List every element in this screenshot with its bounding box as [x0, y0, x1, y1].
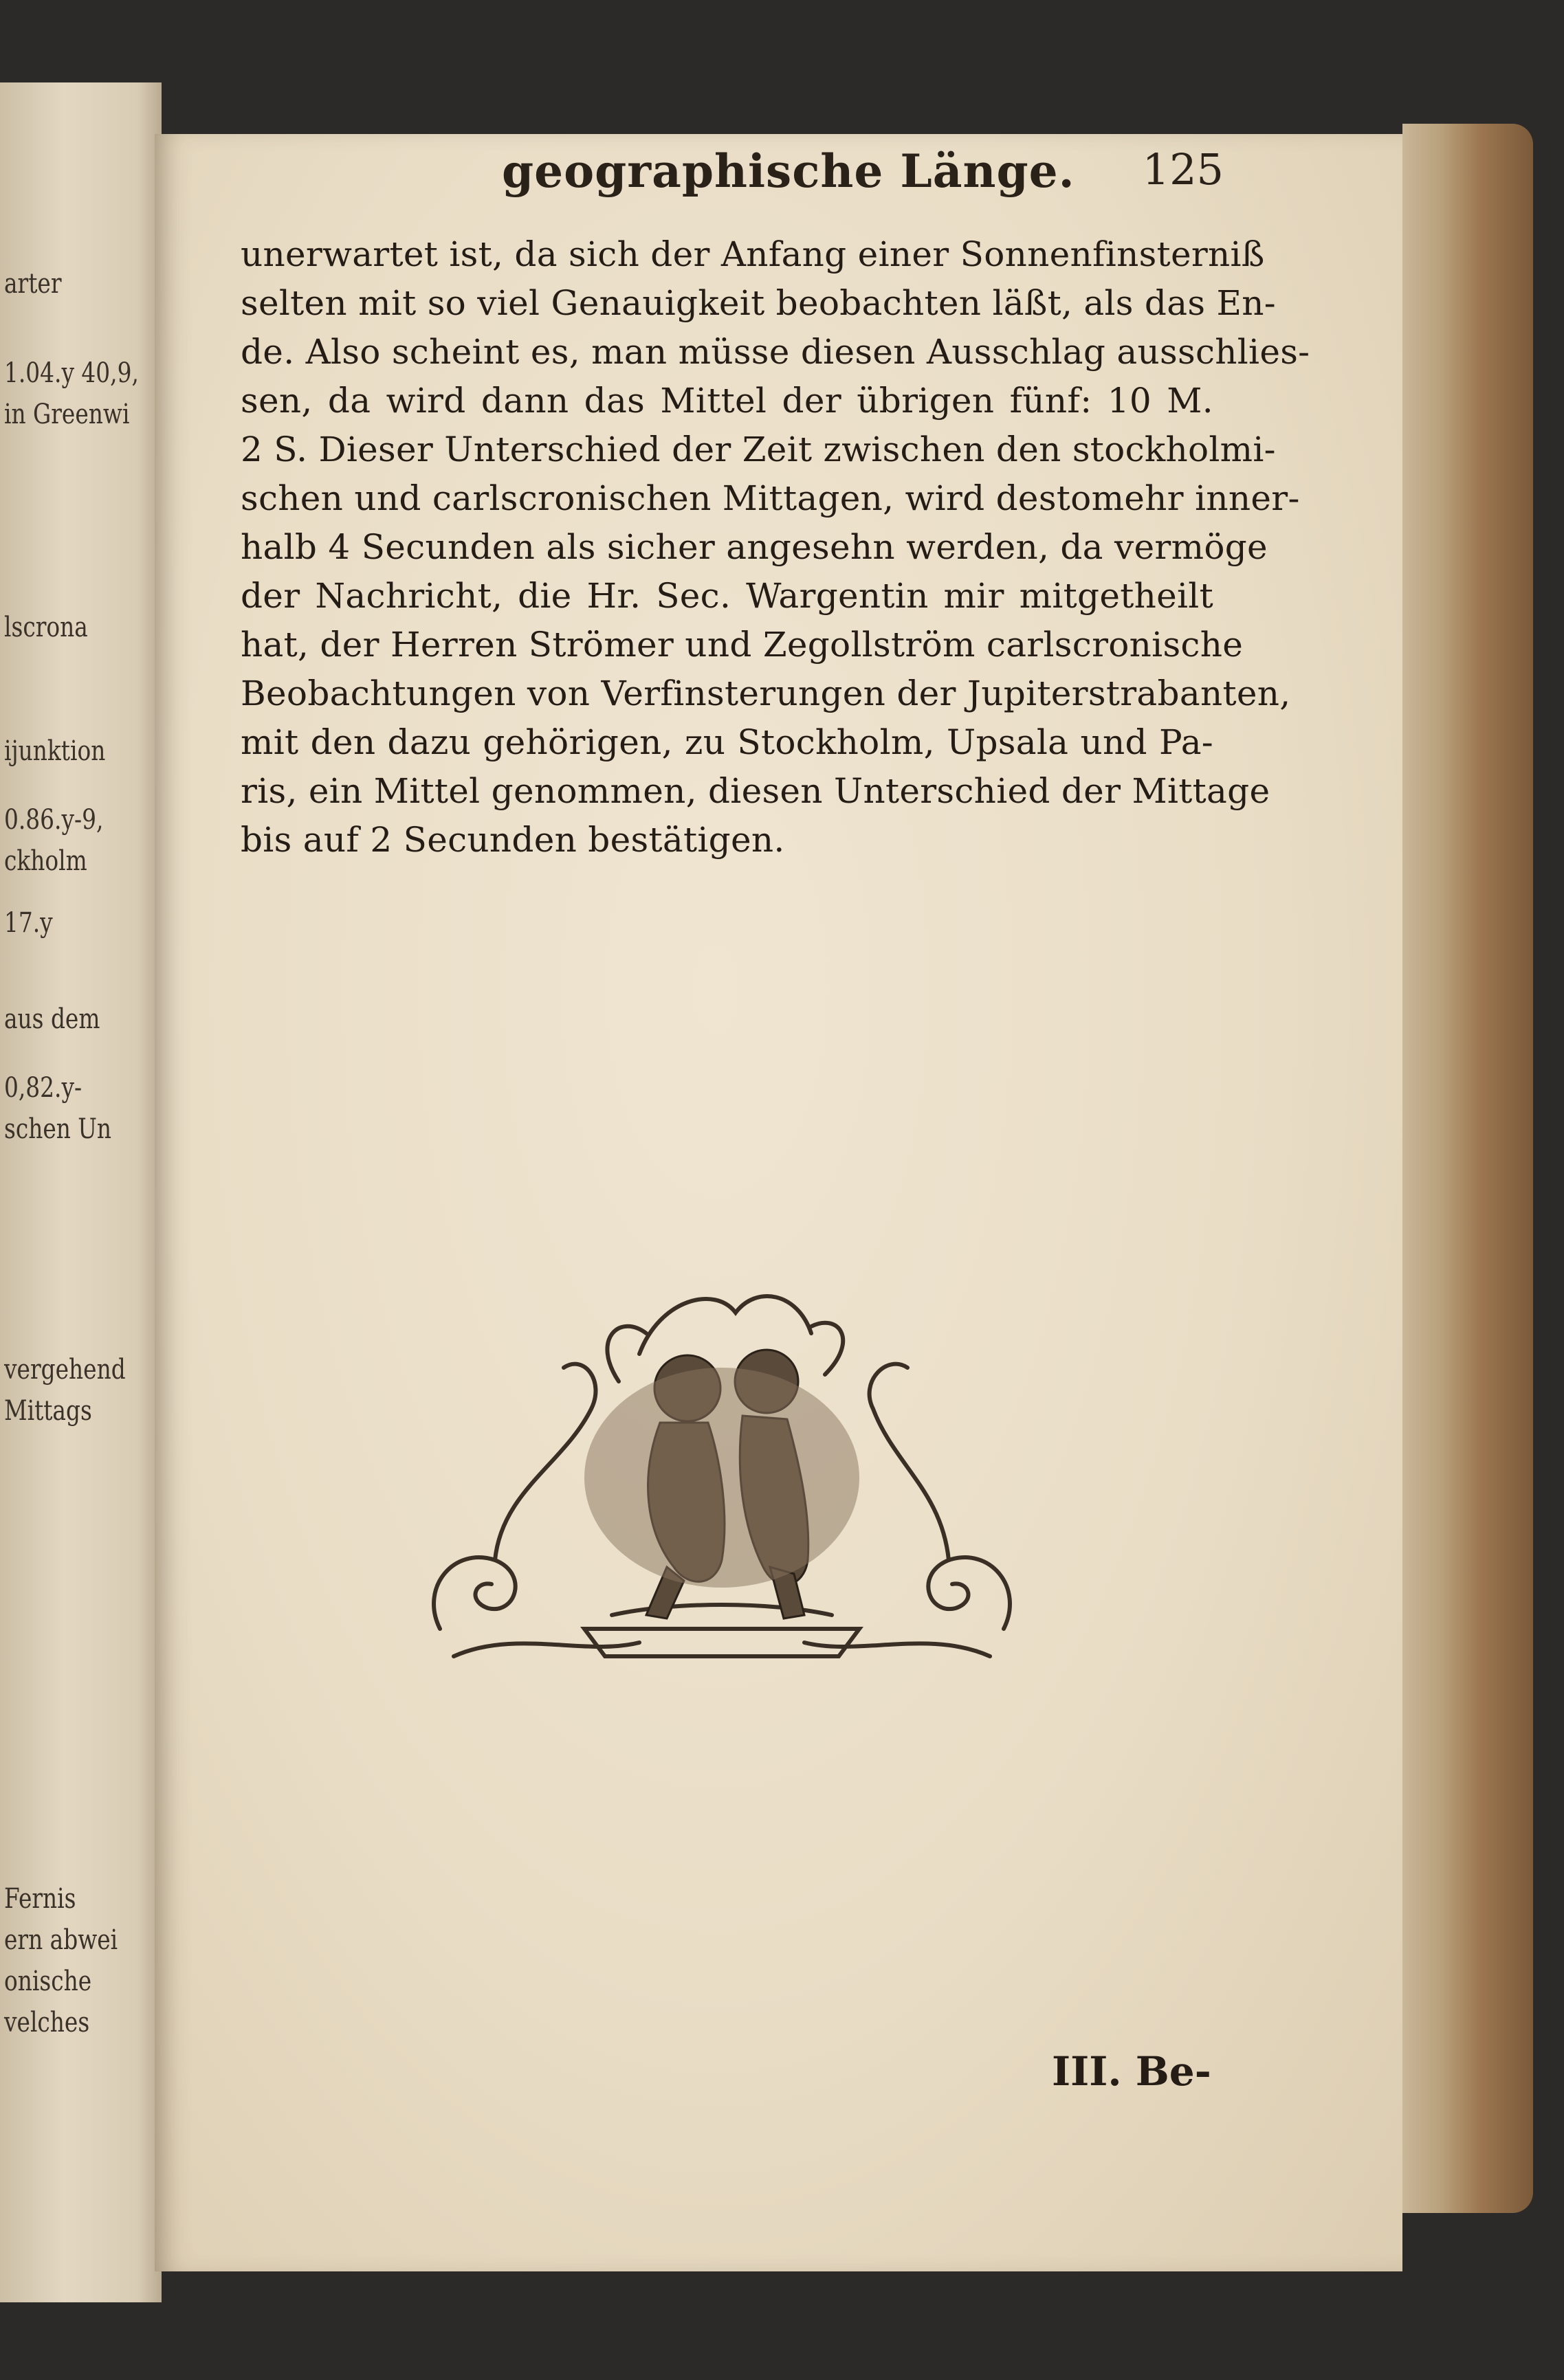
- text-line: Beobachtungen von Verfinsterungen der Jupiterstrabanten,: [241, 674, 1291, 713]
- running-head: [344, 144, 1224, 213]
- facing-page-fragment: schen Un: [4, 1113, 112, 1145]
- text-line: 2 S. Dieser Unterschied der Zeit zwischen den stockholmi-: [241, 430, 1276, 469]
- book-fore-edge: [1402, 124, 1533, 2213]
- facing-page-fragment: 0.86.y-9,: [4, 804, 104, 836]
- text-line: de. Also scheint es, man müsse diesen Ausschlag ausschlies-: [241, 332, 1310, 372]
- facing-page-fragment: ern abwei: [4, 1924, 118, 1956]
- facing-page-fragment: vergehend: [4, 1354, 126, 1386]
- facing-page-fragment: aus dem: [4, 1003, 100, 1035]
- text-line: unerwartet ist, da sich der Anfang einer Sonnenfinsterniß: [241, 234, 1265, 274]
- text-line: hat, der Herren Strömer und Zegollström carlscronische: [241, 625, 1244, 665]
- text-line: halb 4 Secunden als sicher angesehn werden, da vermöge: [241, 527, 1268, 567]
- text-line: mit den dazu gehörigen, zu Stockholm, Upsala und Pa-: [241, 722, 1213, 762]
- page-number: 125: [1142, 144, 1224, 194]
- facing-page-fragment: velches: [4, 2007, 90, 2038]
- facing-page-fragment: ijunktion: [4, 735, 106, 767]
- facing-page-edge: [0, 82, 162, 2302]
- facing-page-fragment: Fernis: [4, 1883, 76, 1915]
- text-line: schen und carlscronischen Mittagen, wird destomehr inner-: [241, 478, 1300, 518]
- facing-page-fragment: 1.04.y 40,9,: [4, 357, 139, 389]
- facing-page-fragment: 0,82.y-: [4, 1072, 82, 1104]
- facing-page-fragment: onische: [4, 1966, 92, 1997]
- facing-page-fragment: lscrona: [4, 612, 88, 643]
- running-title: geographische Länge.: [502, 144, 1075, 198]
- facing-page-fragment: ckholm: [4, 845, 87, 877]
- cherub-vignette-ornament: [412, 1271, 1031, 1684]
- facing-page-fragment: arter: [4, 268, 62, 300]
- text-line: ris, ein Mittel genommen, diesen Unterschied der Mittage: [241, 771, 1270, 811]
- facing-page-fragment: Mittags: [4, 1395, 92, 1427]
- text-line: sen, da wird dann das Mittel der übrigen fünf: 10 M.: [241, 381, 1213, 421]
- text-line: der Nachricht, die Hr. Sec. Wargentin mir mitgetheilt: [241, 576, 1213, 616]
- catchword: III. Be-: [1052, 2048, 1211, 2095]
- body-text: [241, 230, 1310, 865]
- text-line: bis auf 2 Secunden bestätigen.: [241, 820, 785, 860]
- facing-page-fragment: 17.y: [4, 907, 53, 939]
- text-line: selten mit so viel Genauigkeit beobachten läßt, als das En-: [241, 283, 1276, 323]
- facing-page-fragment: in Greenwi: [4, 399, 130, 430]
